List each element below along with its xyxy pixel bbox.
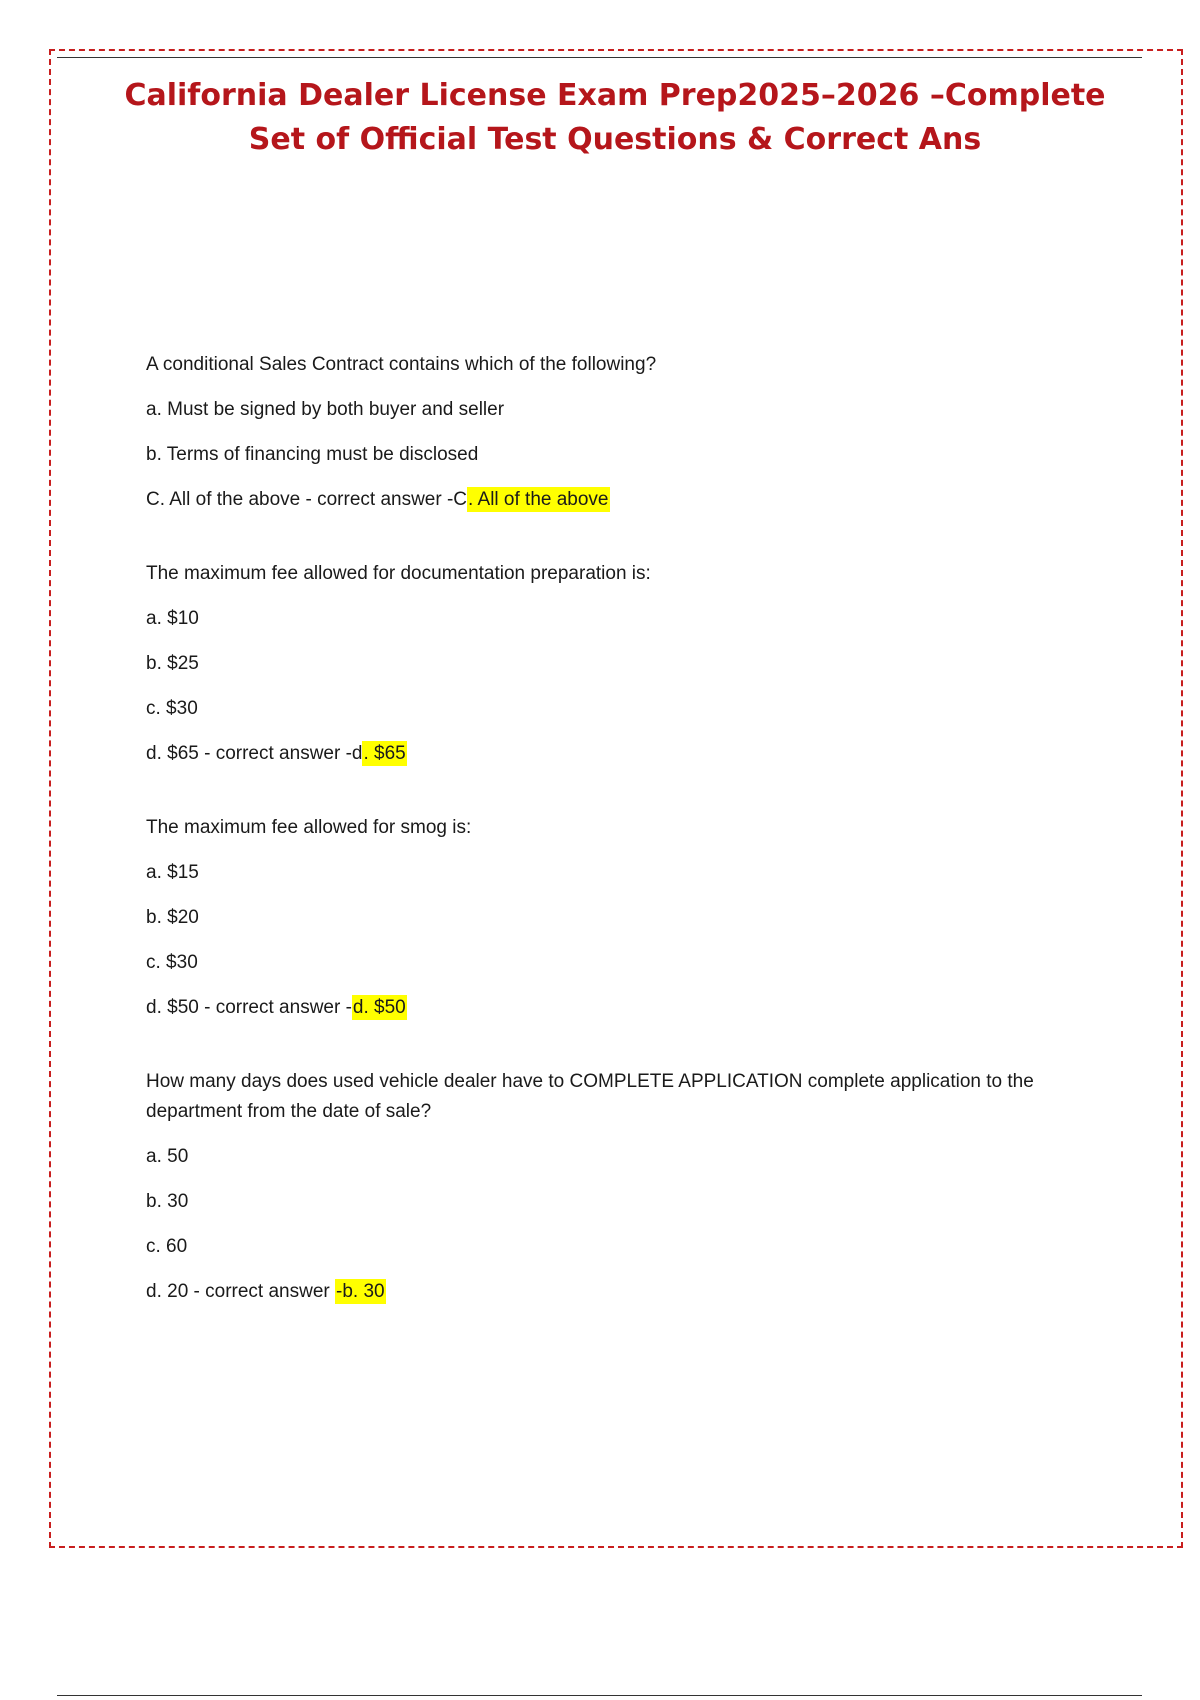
title-line-1: California Dealer License Exam Prep2025–2026 –Complete [124, 78, 1106, 113]
footer-rule [57, 1695, 1142, 1696]
correct-answer-line [146, 1277, 1086, 1307]
answer-option: b. 30 [146, 1191, 189, 1212]
answer-option: b. $25 [146, 653, 199, 674]
question-text: The maximum fee allowed for smog is: [146, 817, 472, 838]
question-text: A conditional Sales Contract contains which of the following? [146, 354, 657, 375]
document-title [110, 74, 1120, 162]
answer-prefix: d. $50 - correct answer - [146, 997, 352, 1018]
answer-prefix: d. 20 - correct answer [146, 1281, 336, 1302]
question-block [146, 350, 1086, 515]
answer-option: a. $10 [146, 608, 199, 629]
correct-answer-line [146, 485, 1086, 515]
answer-option: c. $30 [146, 952, 198, 973]
highlighted-answer: -b. 30 [336, 1281, 385, 1302]
answer-option: b. $20 [146, 907, 199, 928]
question-block [146, 813, 1086, 1023]
question-block [146, 559, 1086, 769]
answer-prefix: C. All of the above - correct answer -C [146, 489, 468, 510]
answer-option: a. Must be signed by both buyer and seller [146, 399, 505, 420]
correct-answer-line [146, 993, 1086, 1023]
answer-option: a. 50 [146, 1146, 189, 1167]
highlighted-answer: . $65 [363, 743, 406, 764]
header-rule [57, 57, 1142, 58]
title-line-2: Set of Official Test Questions & Correct Ans [248, 122, 982, 157]
answer-option: c. 60 [146, 1236, 188, 1257]
question-text: The maximum fee allowed for documentation preparation is: [146, 563, 651, 584]
questions-list [146, 350, 1086, 1351]
highlighted-answer: d. $50 [352, 997, 406, 1018]
answer-option: b. Terms of financing must be disclosed [146, 444, 479, 465]
question-text: How many days does used vehicle dealer have to COMPLETE APPLICATION complete application to the department from the date of sale? [146, 1071, 1034, 1122]
answer-option: a. $15 [146, 862, 199, 883]
answer-option: c. $30 [146, 698, 198, 719]
question-block [146, 1067, 1086, 1307]
answer-prefix: d. $65 - correct answer -d [146, 743, 363, 764]
correct-answer-line [146, 739, 1086, 769]
highlighted-answer: . All of the above [468, 489, 609, 510]
